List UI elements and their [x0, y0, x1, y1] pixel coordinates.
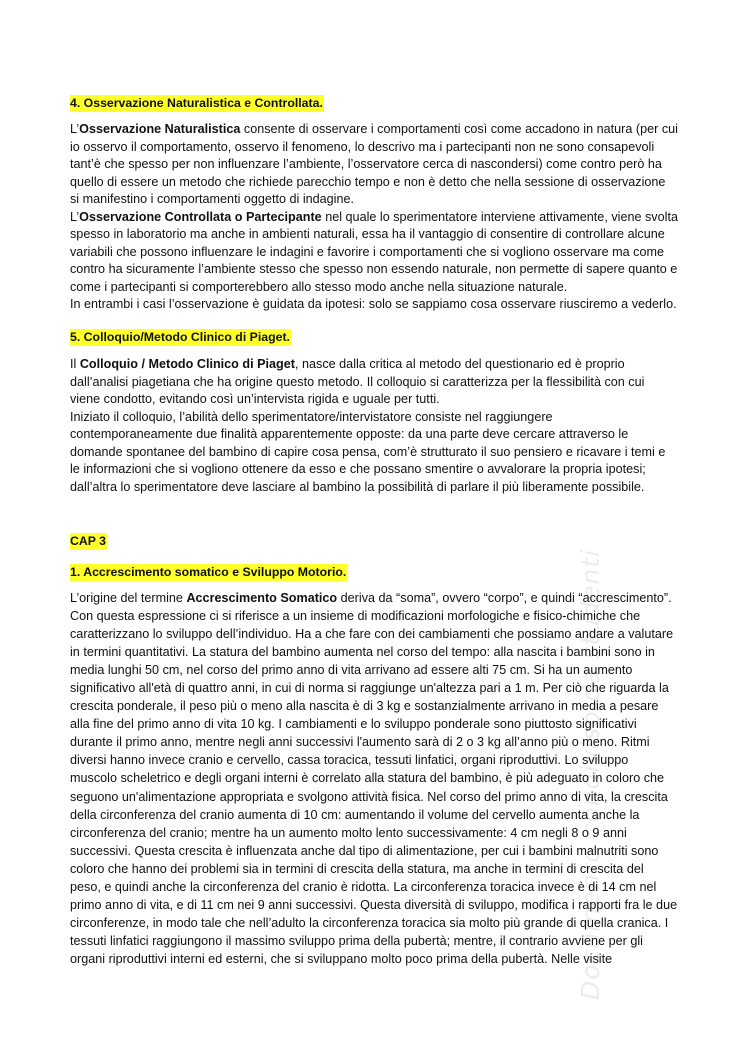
section-4-p1-term: Osservazione Naturalistica	[79, 122, 241, 136]
chapter-3-body: L’origine del termine Accrescimento Somatico deriva da “soma”, ovvero “corpo”, e quindi “accrescimento”. Con questa espressione ci si riferisce a un insieme di modificazioni morfologiche e fisico-chimiche che caratterizzano lo sviluppo dell’individuo. Ha a che fare con dei cambiamenti che possiamo andare a valutare in termini quantitativi. La statura del bambino aumenta nel corso del tempo: alla nascita i bambini sono in media lunghi 50 cm, nel corso del primo anno di vita arrivano ad essere alti 75 cm. Si ha un aumento significativo all'età di quattro anni, in cui di norma si raggiunge un'altezza pari a 1 m. Per ciò che riguarda la crescita ponderale, il peso più o meno alla nascita è di 3 kg e sostanzialmente arrivano in media a pesare alla fine del primo anno di vita 10 kg. I cambiamenti e lo sviluppo ponderale sono piuttosto significativi durante il primo anno, mentre negli anni successivi l'aumento sarà di 2 o 3 kg all’anno più o meno. Ritmi diversi hanno invece cranio e cervello, cassa toracica, tessuti linfatici, organi riproduttivi. Lo sviluppo muscolo scheletrico e degli organi interni è correlato alla statura del bambino, è più adeguato in coloro che seguono un'alimentazione appropriata e svolgono attività fisica. Nel corso del primo anno di vita, la crescita della circonferenza del cranio aumenta di 10 cm: aumentando il volume del cervello aumenta anche la circonferenza del cranio; mentre ha un aumento molto lento successivamente: 4 cm negli 8 o 9 anni successivi. Questa crescita è influenzata anche dal tipo di alimentazione, per cui i bambini malnutriti sono coloro che hanno dei problemi sia in termini di crescita della statura, ma anche in termini di crescita del peso, e quindi anche la circonferenza del cranio è ridotta. La circonferenza toracica invece è di 14 cm nel primo anno di vita, e di 11 cm nei 9 anni successivi. Questa diversità di sviluppo, modifica i rapporti fra le due circonferenze, in modo tale che nell’adulto la circonferenza toracica sia molto più grande di quella cranica. I tessuti linfatici raggiungono il massimo sviluppo prima della pubertà; mentre, il contrario avviene per gli organi riproduttivi interni ed esterni, che si sviluppano molto poco prima della pubertà. Nelle visite	[70, 591, 678, 966]
section-4-p1: L’Osservazione Naturalistica consente di osservare i comportamenti così come accadono in natura (per cui io osservo il comportamento, osservo il fenomeno, lo descrivo ma i partecipanti non ne sono consapevoli tant’è che spesso per non influenzare l’ambiente, l’osservatore cerca di nascondersi) come contro però ha quello di essere un metodo che richiede parecchio tempo e non è detto che nella sessione di osservazione si manifestino i comportamenti oggetto di indagine.	[70, 122, 678, 206]
section-5-heading-text: 5. Colloquio/Metodo Clinico di Piaget.	[70, 330, 290, 344]
section-4-p2: L’Osservazione Controllata o Partecipante nel quale lo sperimentatore interviene attivamente, viene svolta spesso in laboratorio ma anche in ambienti naturali, essa ha il vantaggio di consentire di controllare alcune variabili che possono influenzare le indagini e favorire i comportamenti che si vogliono osservare ma come contro ha sicuramente l’ambiente stesso che spesso non essendo naturale, non permette di sapere quanto e come i partecipanti si comporterebbero allo stesso modo anche nella situazione naturale.	[70, 209, 678, 294]
chapter-3-heading-text: 1. Accrescimento somatico e Sviluppo Motorio.	[70, 565, 347, 579]
section-4-heading	[70, 95, 324, 112]
section-4-heading-text: 4. Osservazione Naturalistica e Controllata.	[70, 96, 323, 110]
watermark: Documento condiviso da studenti	[576, 548, 605, 1000]
section-5-body	[70, 356, 678, 496]
section-5-p1: Il Colloquio / Metodo Clinico di Piaget, nasce dalla critica al metodo del questionario ed è proprio dall’analisi piagetiana che ha origine questo metodo. Il colloquio si caratterizza per la flessibilità con cui viene condotto, evitando così un’intervista rigida e uguale per tutti.	[70, 357, 645, 406]
chapter-title-text: CAP 3	[70, 534, 106, 548]
chapter-title	[70, 533, 107, 550]
section-5-p1-term: Colloquio / Metodo Clinico di Piaget	[79, 357, 295, 371]
chapter-3-heading	[70, 564, 347, 581]
section-4-p3: In entrambi i casi l’osservazione è guidata da ipotesi: solo se sappiamo cosa osservare riusciremo a vederlo.	[70, 297, 677, 311]
section-4-p2-term: Osservazione Controllata o Partecipante	[79, 209, 322, 224]
section-5-heading	[70, 329, 291, 346]
section-4-body	[70, 121, 678, 314]
chapter-3-term: Accrescimento Somatico	[186, 591, 338, 605]
section-5-p2: Iniziato il colloquio, l’abilità dello sperimentatore/intervistatore consiste nel raggiungere contemporaneamente due finalità apparentemente opposte: da una parte deve cercare attraverso le domande spontanee del bambino di capire cosa pensa, com’è strutturato il suo pensiero e ricavare i temi e le informazioni che si vogliono ottenere da esso e che possano smentire o avvalorare la propria ipotesi; dall’altra lo sperimentatore deve lasciare al bambino la possibilità di parlare il più liberamente possibile.	[70, 409, 666, 494]
